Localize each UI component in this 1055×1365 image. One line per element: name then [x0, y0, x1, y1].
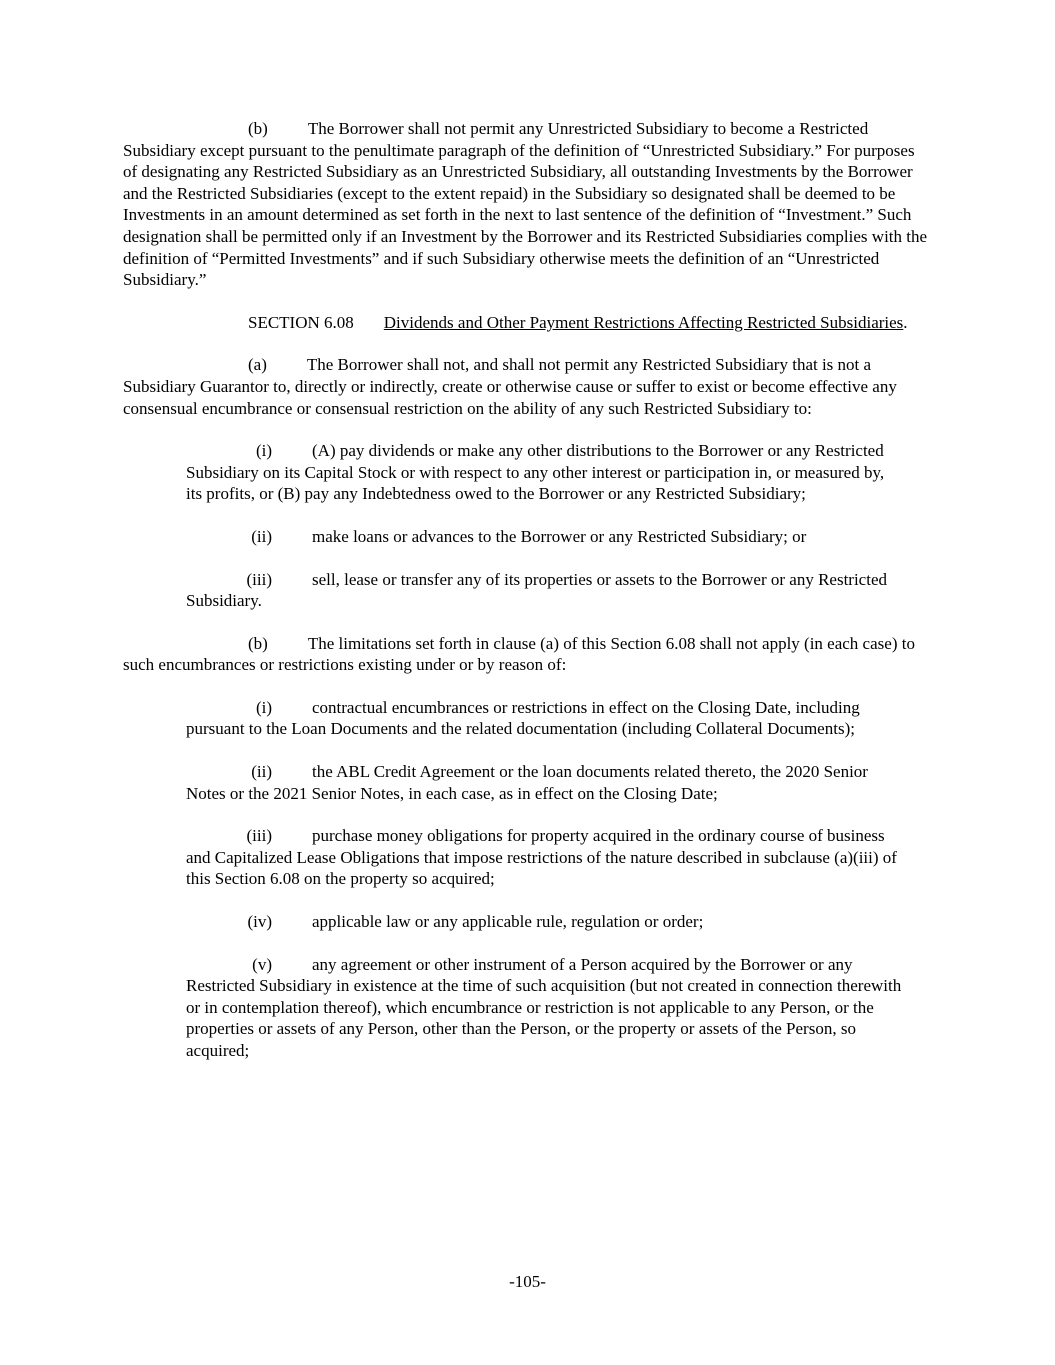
section-number: SECTION 6.08 — [248, 312, 354, 332]
clause-label: (v) — [252, 954, 272, 974]
clause-text: the ABL Credit Agreement or the loan documents related thereto, the 2020 Senior Notes or the 2021 Senior Notes, in each case, as in effect on the Closing Date; — [186, 762, 868, 803]
clause-label: (b) — [248, 633, 268, 653]
clause-label: (a) — [248, 355, 267, 375]
page-number: -105- — [509, 1272, 546, 1292]
clause-b-i — [186, 697, 904, 740]
clause-b-limitations — [123, 633, 932, 676]
section-title-period: . — [903, 312, 908, 332]
clause-text: The limitations set forth in clause (a) of this Section 6.08 shall not apply (in each case) to such encumbrances or restrictions existing under or by reason of: — [123, 633, 915, 675]
clause-text: The Borrower shall not, and shall not permit any Restricted Subsidiary that is not a Subsidiary Guarantor to, directly or indirectly, create or otherwise cause or suffer to exist or become effective any consensual encumbrance or consensual restriction on the ability of any such Restricted Subsidiary to: — [123, 355, 897, 418]
clause-a — [123, 354, 932, 419]
clause-text: any agreement or other instrument of a Person acquired by the Borrower or any Restricted Subsidiary in existence at the time of such acquisition (but not created in connection therewith or in contemplation thereof), which encumbrance or restriction is not applicable to any Person, or the properties or assets of any Person, other than the Person, or the property or assets of the Person, so acquired; — [186, 954, 902, 1060]
section-608-heading — [123, 312, 932, 334]
clause-label: (i) — [255, 697, 272, 717]
section-title: Dividends and Other Payment Restrictions Affecting Restricted Subsidiaries — [383, 312, 904, 332]
clause-b-v — [186, 954, 904, 1062]
clause-text: contractual encumbrances or restrictions in effect on the Closing Date, including pursuant to the Loan Documents and the related documentation (including Collateral Documents); — [186, 697, 860, 739]
clause-b-iii — [186, 825, 904, 890]
clause-text: The Borrower shall not permit any Unrestricted Subsidiary to become a Restricted Subsidiary except pursuant to the penultimate paragraph of the definition of “Unrestricted Subsidiary.” For purposes of designating any Restricted Subsidiary as an Unrestricted Subsidiary, all outstanding Investments by the Borrower and the Restricted Subsidiaries (except to the extent repaid) in the Subsidiary so designated shall be deemed to be Investments in an amount determined as set forth in the next to last sentence of the definition of “Investment.” Such designation shall be permitted only if an Investment by the Borrower and its Restricted Subsidiaries complies with the definition of “Permitted Investments” and if such Subsidiary otherwise meets the definition of an “Unrestricted Subsidiary.” — [123, 119, 928, 290]
clause-b-ii — [186, 761, 904, 804]
clause-text: applicable law or any applicable rule, regulation or order; — [312, 912, 704, 932]
clause-label: (iii) — [246, 569, 272, 589]
clause-b-unrestricted-subsidiary — [123, 118, 932, 291]
clause-label: (ii) — [251, 526, 272, 546]
clause-a-i — [186, 440, 904, 505]
clause-text: purchase money obligations for property acquired in the ordinary course of business and Capitalized Lease Obligations that impose restrictions of the nature described in subclause (a)(iii) of this Section 6.08 on the property so acquired; — [186, 826, 897, 889]
clause-a-ii — [186, 526, 904, 548]
clause-text: (A) pay dividends or make any other distributions to the Borrower or any Restricted Subsidiary on its Capital Stock or with respect to any other interest or participation in, or measured by, its profits, or (B) pay any Indebtedness owed to the Borrower or any Restricted Subsidiary; — [186, 441, 885, 504]
clause-b-iv — [186, 911, 904, 933]
clause-label: (iv) — [247, 912, 272, 932]
clause-label: (b) — [248, 119, 268, 138]
clause-label: (iii) — [246, 826, 272, 846]
clause-text: make loans or advances to the Borrower or any Restricted Subsidiary; or — [312, 526, 807, 546]
clause-a-iii — [186, 569, 904, 612]
clause-label: (i) — [255, 441, 272, 461]
clause-text: sell, lease or transfer any of its properties or assets to the Borrower or any Restricted Subsidiary. — [186, 569, 887, 611]
clause-label: (ii) — [251, 762, 272, 782]
